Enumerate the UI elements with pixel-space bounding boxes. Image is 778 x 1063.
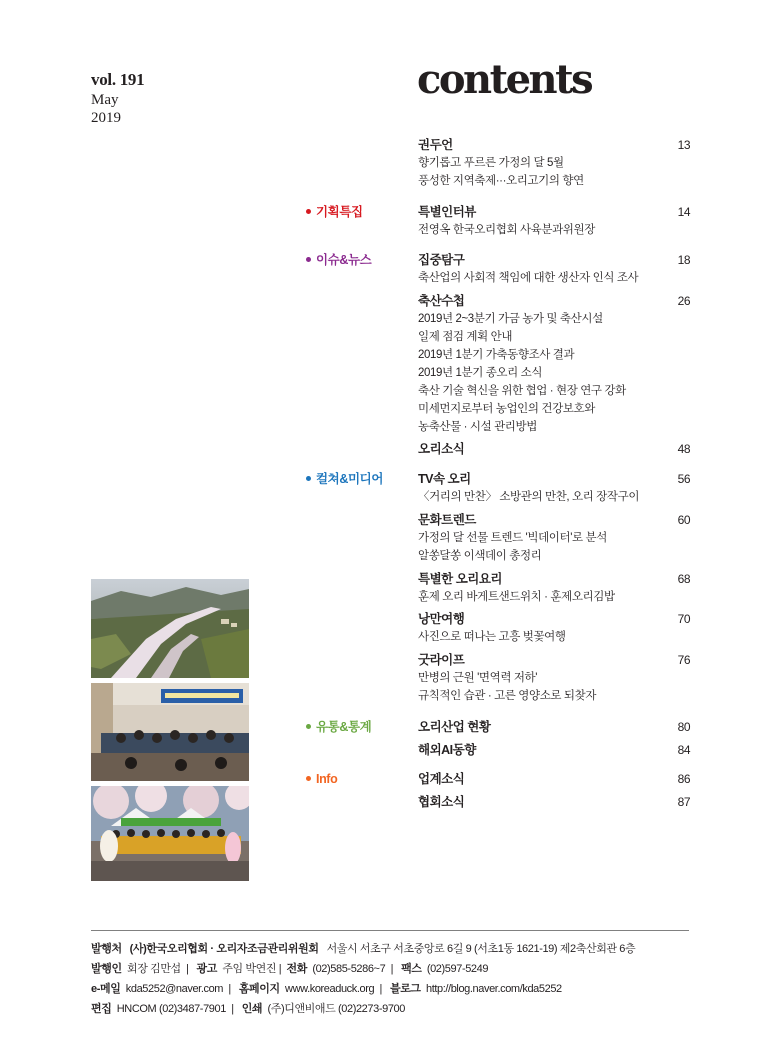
meeting-room-photo [91, 683, 249, 781]
section-info [306, 770, 337, 788]
entry-line: 미세먼지로부터 농업인의 건강보호와 [418, 403, 595, 415]
page-number: 80 [677, 720, 690, 734]
blog-label: 블로그 [389, 983, 421, 995]
issue-year: 2019 [91, 110, 121, 126]
entry-line: 훈제 오리 바게트샌드위치 · 훈제오리김밥 [418, 591, 615, 603]
toc-entry[interactable] [418, 292, 690, 436]
toc-entry[interactable] [418, 203, 690, 239]
page-number: 48 [677, 442, 690, 456]
bullet-icon [306, 257, 311, 262]
entry-line: 가정의 달 선물 트렌드 '빅데이터'로 분석 [418, 532, 607, 544]
entry-title: 특별한 오리요리 [418, 572, 502, 586]
entry-line: 일제 점검 계획 안내 [418, 331, 513, 343]
page-number: 87 [677, 795, 690, 809]
publisher-name: (사)한국오리협회 · 오리자조금관리위원회 [129, 943, 319, 955]
bullet-icon [306, 776, 311, 781]
contents-title: contents [417, 56, 592, 103]
toc-entry[interactable] [418, 741, 690, 759]
entry-line: 2019년 2~3분기 가금 농가 및 축산시설 [418, 313, 603, 325]
email-label: e-메일 [91, 983, 121, 995]
volume-number: vol. 191 [91, 70, 145, 89]
footer-contacts: 발행인 회장 김만섭 | 광고 주임 박연진 | 전화 (02)585-5286~7 | 팩스 (02)597-5249 [91, 963, 489, 975]
section-label: 이슈&뉴스 [316, 253, 372, 267]
toc-entry[interactable] [418, 470, 690, 506]
entry-title: 오리소식 [418, 442, 465, 456]
toc-entry[interactable] [418, 136, 690, 190]
entry-line: 〈거리의 만찬〉 소방관의 만찬, 오리 장작구이 [418, 491, 640, 503]
entry-title: 권두언 [418, 138, 453, 152]
entry-line: 풍성한 지역축제···오리고기의 향연 [418, 175, 584, 187]
page-number: 76 [677, 653, 690, 667]
entry-line: 축산업의 사회적 책임에 대한 생산자 인식 조사 [418, 272, 639, 284]
page-number: 68 [677, 572, 690, 586]
blog-value[interactable]: http://blog.naver.com/kda5252 [425, 983, 562, 995]
section-distribution [306, 718, 371, 736]
entry-title: TV속 오리 [418, 472, 471, 486]
toc-entry[interactable] [418, 570, 690, 606]
entry-line: 2019년 1분기 종오리 소식 [418, 367, 543, 379]
toc-entry[interactable] [418, 440, 690, 458]
issuer-value: 회장 김만섭 [127, 963, 181, 975]
entry-title: 축산수첩 [418, 294, 465, 308]
ad-value: 주임 박연진 [222, 963, 277, 975]
entry-title: 해외AI동향 [418, 743, 476, 757]
entry-line: 사진으로 떠나는 고흥 벚꽃여행 [418, 631, 566, 643]
entry-line: 전영옥 한국오리협회 사육분과위원장 [418, 224, 595, 236]
toc-entry[interactable] [418, 718, 690, 736]
home-value[interactable]: www.koreaduck.org [285, 983, 375, 995]
entry-line: 2019년 1분기 가축동향조사 결과 [418, 349, 575, 361]
edit-label: 편집 [91, 1003, 112, 1015]
page-number: 56 [677, 472, 690, 486]
bullet-icon [306, 209, 311, 214]
bullet-icon [306, 476, 311, 481]
toc-entry[interactable] [418, 251, 690, 287]
fax-value: (02)597-5249 [426, 963, 489, 975]
tel-label: 전화 [286, 963, 307, 975]
section-culture [306, 470, 383, 488]
footer-divider [91, 930, 689, 931]
ad-label: 광고 [196, 963, 217, 975]
toc-entry[interactable] [418, 651, 690, 705]
entry-line: 만병의 근원 '면역력 저하' [418, 672, 538, 684]
entry-title: 집중탐구 [418, 253, 465, 267]
section-label: 기획특집 [316, 205, 363, 219]
entry-title: 특별인터뷰 [418, 205, 476, 219]
entry-title: 협회소식 [418, 795, 465, 809]
entry-line: 알쏭달쏭 이색데이 총정리 [418, 550, 542, 562]
section-label: 유통&통계 [316, 720, 372, 734]
entry-line: 축산 기술 혁신을 위한 협업 · 현장 연구 강화 [418, 385, 626, 397]
section-label: Info [316, 772, 338, 786]
entry-title: 낭만여행 [418, 612, 465, 626]
entry-title: 오리산업 현황 [418, 720, 491, 734]
toc-entry[interactable] [418, 511, 690, 565]
page-number: 86 [677, 772, 690, 786]
home-label: 홈페이지 [238, 983, 280, 995]
entry-title: 업계소식 [418, 772, 465, 786]
page-number: 26 [677, 294, 690, 308]
footer-online: e-메일 kda5252@naver.com | 홈페이지 www.koreaduck.org | 블로그 http://blog.naver.com/kda5252 [91, 983, 562, 995]
toc-entry[interactable] [418, 770, 690, 788]
print-label: 인쇄 [241, 1003, 263, 1015]
tel-value: (02)585-5286~7 [312, 963, 386, 975]
page-number: 60 [677, 513, 690, 527]
entry-title: 문화트렌드 [418, 513, 476, 527]
entry-line: 규칙적인 습관 · 고른 영양소로 되찾자 [418, 690, 597, 702]
footer-production: 편집 HNCOM (02)3487-7901 | 인쇄 (주)디앤비애드 (02)2273-9700 [91, 1003, 405, 1015]
fax-label: 팩스 [401, 963, 422, 975]
issue-month: May [91, 92, 119, 108]
publisher-address: 서울시 서초구 서초중앙로 6길 9 (서초1동 1621-19) 제2축산회관 6층 [326, 943, 636, 955]
festival-group-photo [91, 786, 249, 881]
section-issue [306, 251, 371, 269]
print-value: (주)디앤비애드 (02)2273-9700 [267, 1003, 405, 1015]
toc-entry[interactable] [418, 793, 690, 811]
page-number: 70 [677, 612, 690, 626]
section-label: 컬쳐&미디어 [316, 472, 384, 486]
bullet-icon [306, 724, 311, 729]
entry-line: 향기롭고 푸르른 가정의 달 5월 [418, 157, 564, 169]
page-number: 13 [677, 138, 690, 152]
page-number: 14 [677, 205, 690, 219]
toc-entry[interactable] [418, 610, 690, 646]
email-value[interactable]: kda5252@naver.com [125, 983, 224, 995]
section-feature [306, 203, 363, 221]
publisher-label: 발행처 [91, 943, 122, 955]
issuer-label: 발행인 [91, 963, 122, 975]
aerial-landscape-photo [91, 579, 249, 678]
page-number: 84 [677, 743, 690, 757]
page-number: 18 [677, 253, 690, 267]
footer-publisher [91, 941, 635, 957]
entry-line: 농축산물 · 시설 관리방법 [418, 421, 537, 433]
edit-value: HNCOM (02)3487-7901 [116, 1003, 226, 1015]
entry-title: 굿라이프 [418, 653, 465, 667]
